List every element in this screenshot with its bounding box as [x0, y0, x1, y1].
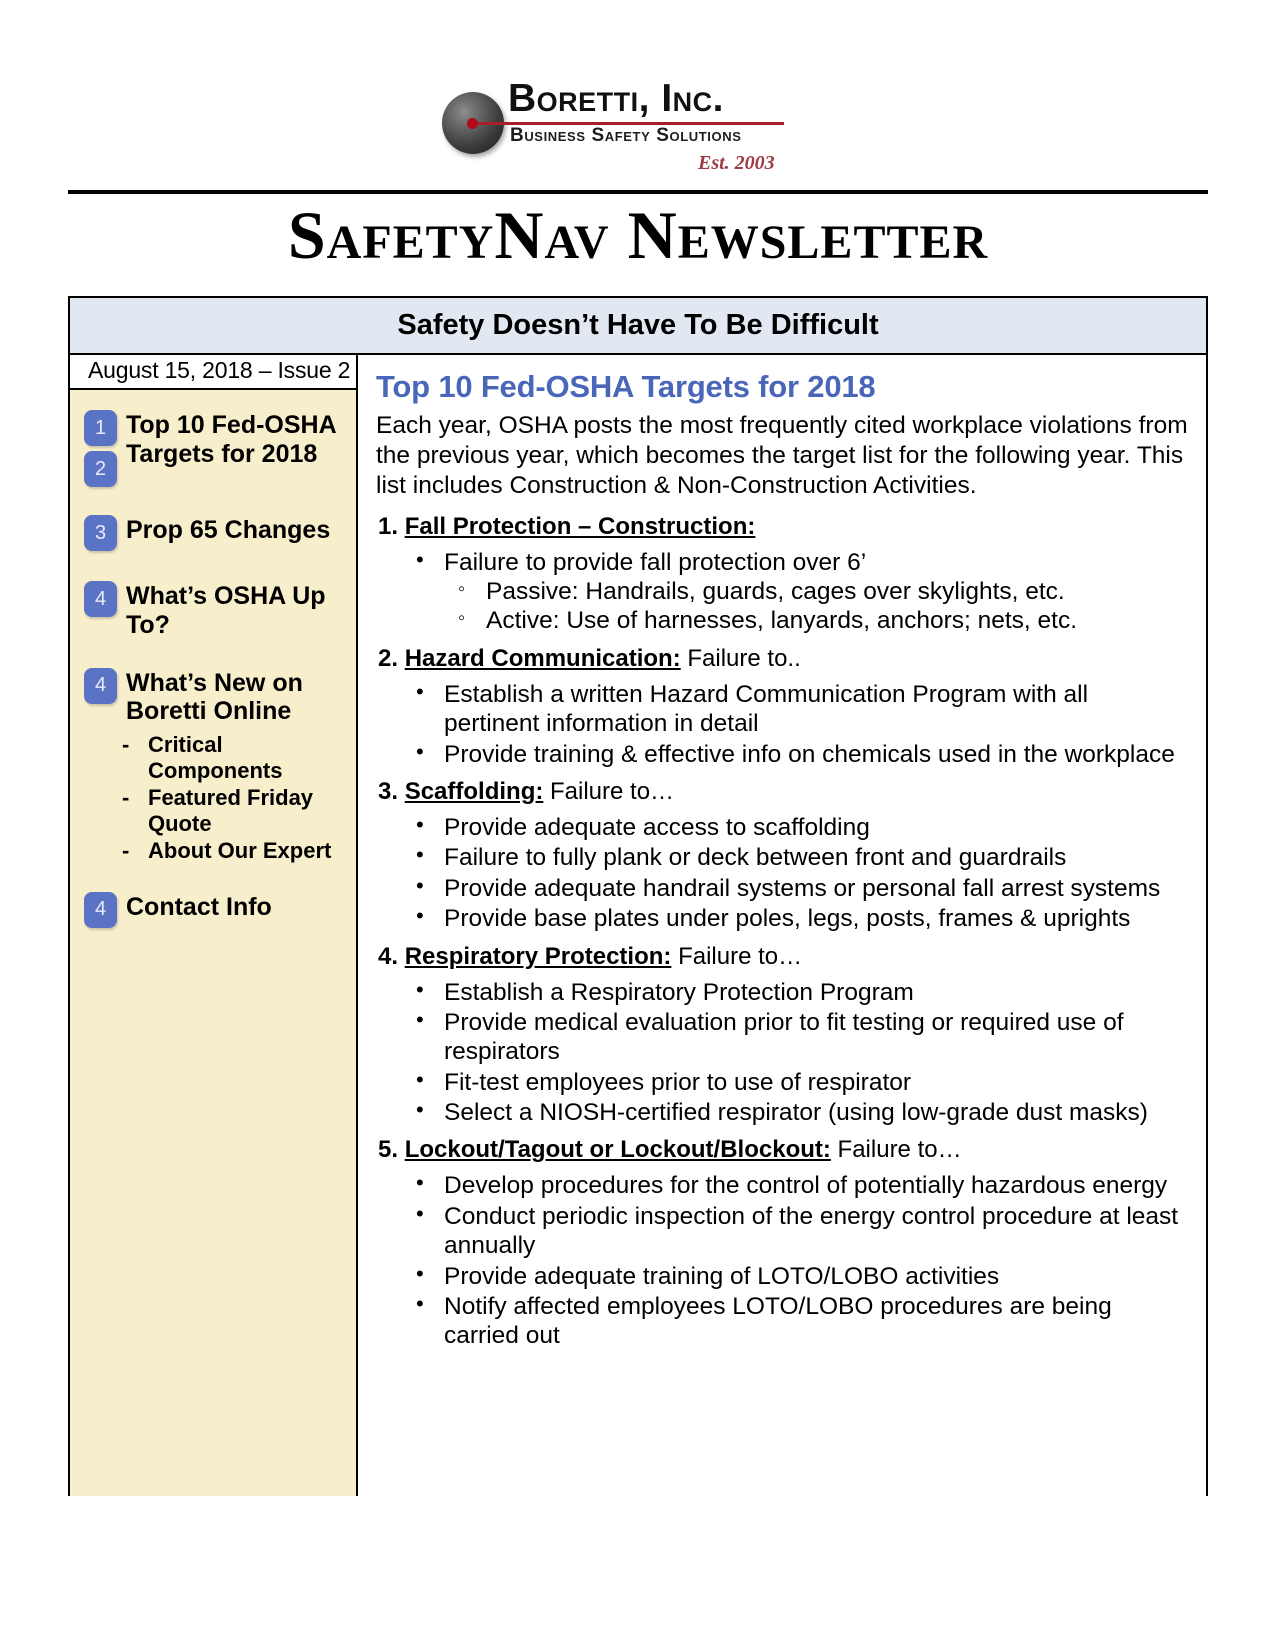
section-number: 3. — [378, 777, 399, 805]
toc-item[interactable] — [84, 666, 346, 727]
bullet-item — [444, 1008, 1190, 1067]
bullet-item — [444, 1098, 1190, 1127]
toc-page-badges — [84, 666, 126, 704]
table-of-contents — [70, 390, 356, 1496]
toc-item-label: What’s OSHA Up To? — [126, 582, 326, 639]
toc-group — [84, 579, 346, 640]
red-ray-icon — [476, 122, 784, 125]
page-number-badge: 4 — [84, 892, 117, 928]
sub-bullet-list — [444, 577, 1190, 636]
toc-subitem[interactable] — [84, 732, 346, 784]
bullet-item — [444, 1171, 1190, 1200]
section-bullet-list — [374, 548, 1190, 636]
bullet-item — [444, 548, 1190, 636]
toc-item-label: What’s New on Boretti Online — [126, 668, 303, 726]
logo-tagline: Business Safety Solutions — [510, 125, 742, 146]
section-topic: Lockout/Tagout or Lockout/Blockout: — [404, 1136, 831, 1164]
bullet-item — [444, 813, 1190, 842]
bullet-text: Develop procedures for the control of potentially hazardous energy — [444, 1172, 1168, 1200]
section-heading-suffix: Failure to.. — [680, 644, 801, 672]
bullet-text: Provide adequate handrail systems or personal fall arrest systems — [444, 874, 1161, 902]
bullet-item — [444, 843, 1190, 872]
bullet-item — [444, 1068, 1190, 1097]
section-heading — [378, 778, 1190, 806]
page-number-badge: 1 — [84, 410, 117, 446]
bullet-text: Provide adequate training of LOTO/LOBO activities — [444, 1262, 1000, 1290]
bullet-text: Provide base plates under poles, legs, posts, frames & uprights — [444, 905, 1131, 933]
section-bullet-list — [374, 1171, 1190, 1350]
bullet-item — [444, 1292, 1190, 1351]
section-topic: Fall Protection – Construction: — [404, 512, 756, 540]
main-content — [358, 355, 1206, 1496]
toc-subitem[interactable] — [84, 785, 346, 837]
sub-bullet-item: ◦ Active: Use of harnesses, lanyards, anchors; nets, etc. — [486, 606, 1190, 635]
section-heading — [378, 645, 1190, 673]
section-heading — [378, 513, 1190, 541]
section-topic: Respiratory Protection: — [404, 942, 672, 970]
sidebar — [70, 355, 358, 1496]
toc-page-badges — [84, 579, 126, 617]
section-number: 5. — [378, 1136, 399, 1164]
body-row — [70, 355, 1206, 1496]
section-heading-suffix: Failure to… — [830, 1136, 962, 1164]
toc-page-badges — [84, 408, 126, 487]
red-dot-icon — [467, 118, 478, 129]
company-logo — [430, 70, 790, 185]
bullet-text: Provide medical evaluation prior to fit testing or required use of respirators — [444, 1008, 1124, 1066]
section-heading — [378, 943, 1190, 971]
toc-page-badges — [84, 890, 126, 928]
toc-item[interactable] — [84, 513, 346, 553]
toc-item[interactable] — [84, 890, 346, 930]
dash-marker-icon: - — [122, 837, 130, 863]
toc-item-label: Top 10 Fed-OSHA Targets for 2018 — [126, 411, 336, 468]
toc-item-label: Prop 65 Changes — [126, 516, 331, 544]
header-divider — [68, 190, 1208, 194]
toc-group — [84, 666, 346, 864]
issue-date-line: August 15, 2018 – Issue 2 — [70, 355, 356, 390]
section-heading-suffix: Failure to… — [671, 942, 803, 970]
bullet-text: Provide adequate access to scaffolding — [444, 813, 870, 841]
toc-subitem-label: About Our Expert — [148, 837, 332, 863]
dash-marker-icon: - — [122, 732, 130, 757]
dash-marker-icon: - — [122, 784, 130, 810]
toc-group — [84, 513, 346, 553]
article-title: Top 10 Fed-OSHA Targets for 2018 — [376, 369, 876, 404]
banner-tagline: Safety Doesn’t Have To Be Difficult — [70, 298, 1206, 355]
bullet-text: Provide training & effective info on chemicals used in the workplace — [444, 740, 1175, 768]
toc-item[interactable] — [84, 408, 346, 487]
toc-item[interactable] — [84, 579, 346, 640]
toc-subitem-label: Featured Friday Quote — [148, 784, 314, 836]
bullet-text: Conduct periodic inspection of the energy control procedure at least annually — [444, 1202, 1179, 1260]
bullet-text: Select a NIOSH-certified respirator (using low-grade dust masks) — [444, 1099, 1148, 1127]
bullet-text: Establish a Respiratory Protection Program — [444, 978, 914, 1006]
bullet-item — [444, 874, 1190, 903]
section-number: 4. — [378, 942, 399, 970]
toc-subitem-label: Critical Components — [148, 732, 283, 783]
bullet-item — [444, 740, 1190, 769]
section-number: 1. — [378, 512, 399, 540]
logo-established: Est. 2003 — [698, 152, 775, 174]
sub-bullet-item: ◦ Passive: Handrails, guards, cages over skylights, etc. — [486, 577, 1190, 606]
page-number-badge: 2 — [84, 451, 117, 487]
bullet-item — [444, 1202, 1190, 1261]
section-topic: Hazard Communication: — [404, 644, 681, 672]
bullet-text: Fit-test employees prior to use of respirator — [444, 1068, 912, 1096]
logo-company-name: Boretti, Inc. — [508, 77, 724, 120]
newsletter-frame — [68, 296, 1208, 1496]
toc-page-badges — [84, 513, 126, 551]
toc-group — [84, 890, 346, 930]
section-topic: Scaffolding: — [404, 777, 544, 805]
section-bullet-list — [374, 813, 1190, 934]
toc-subitem[interactable] — [84, 838, 346, 864]
section-bullet-list — [374, 978, 1190, 1128]
section-bullet-list — [374, 680, 1190, 769]
article-sections — [374, 513, 1190, 1351]
bullet-item — [444, 680, 1190, 739]
bullet-item — [444, 978, 1190, 1007]
bullet-text: Failure to provide fall protection over 6’ — [444, 548, 867, 576]
bullet-item — [444, 1262, 1190, 1291]
page-number-badge: 4 — [84, 581, 117, 617]
page-number-badge: 3 — [84, 515, 117, 551]
bullet-text: Establish a written Hazard Communication Program with all pertinent information in detail — [444, 680, 1089, 738]
masthead-title: SafetyNav Newsletter — [287, 197, 989, 273]
bullet-text: Notify affected employees LOTO/LOBO procedures are being carried out — [444, 1293, 1112, 1350]
toc-sublist — [84, 732, 346, 864]
section-heading-suffix: Failure to… — [543, 777, 675, 805]
bullet-text: Failure to fully plank or deck between front and guardrails — [444, 844, 1067, 872]
page-number-badge: 4 — [84, 668, 117, 704]
bullet-item — [444, 904, 1190, 933]
article-intro: Each year, OSHA posts the most frequently cited workplace violations from the previous year, which becomes the target list for the following year. This list includes Construction & Non-Construction Activities. — [376, 412, 1188, 499]
toc-group — [84, 408, 346, 487]
section-number: 2. — [378, 644, 399, 672]
section-heading — [378, 1136, 1190, 1164]
toc-item-label: Contact Info — [126, 892, 272, 921]
